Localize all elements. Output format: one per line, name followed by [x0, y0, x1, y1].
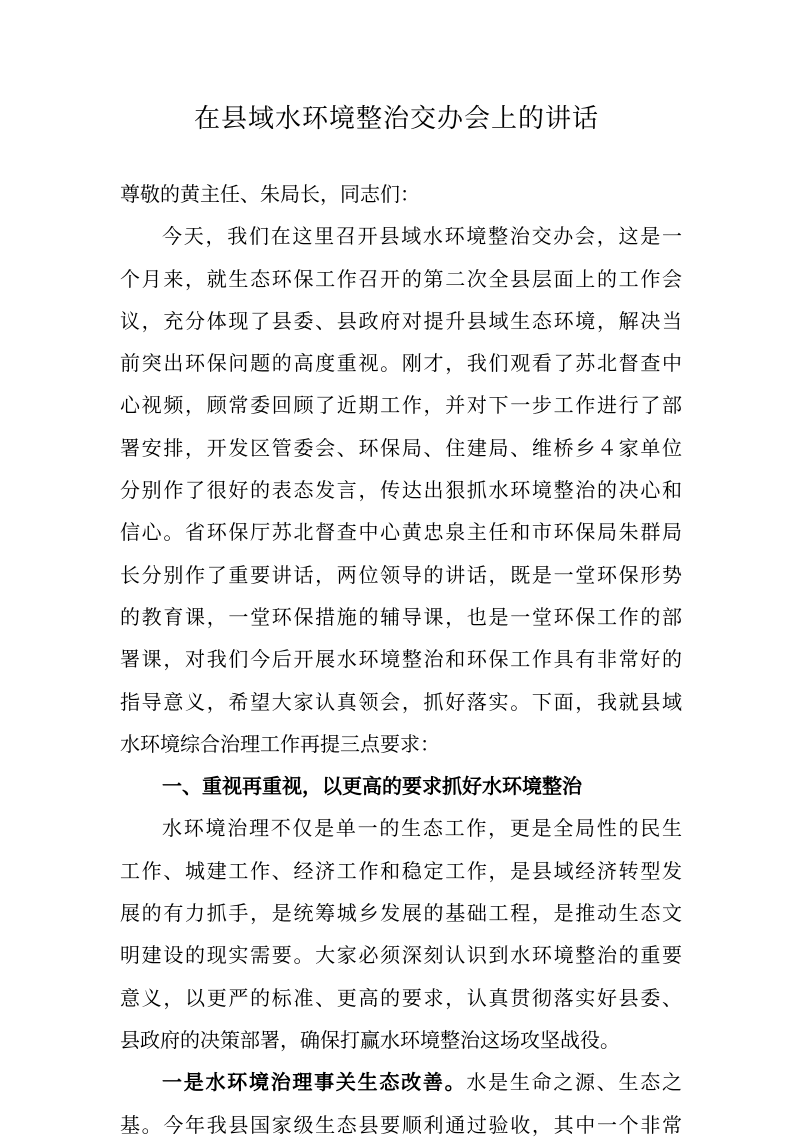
document-body: [120, 173, 682, 1146]
paragraph-line: 议，充分体现了县委、县政府对提升县域生态环境，解决当: [120, 308, 682, 333]
paragraph-line: 水环境综合治理工作再提三点要求：: [120, 731, 440, 756]
paragraph-line: 署安排，开发区管委会、环保局、住建局、维桥乡４家单位: [120, 435, 682, 460]
point-lead: 一是水环境治理事关生态改善。: [162, 1070, 467, 1095]
paragraph-line: 意义，以更严的标准、更高的要求，认真贯彻落实好县委、: [120, 985, 682, 1010]
document-title: 在县域水环境整治交办会上的讲话: [193, 104, 599, 134]
paragraph-line: 前突出环保问题的高度重视。刚才，我们观看了苏北督查中: [120, 351, 682, 376]
paragraph-line: 指导意义，希望大家认真领会，抓好落实。下面，我就县域: [120, 689, 682, 714]
paragraph-line: 长分别作了重要讲话，两位领导的讲话，既是一堂环保形势: [120, 562, 682, 587]
paragraph-line: 基。今年我县国家级生态县要顺利通过验收，其中一个非常: [120, 1112, 682, 1137]
paragraph-intro: [120, 215, 682, 765]
paragraph-line: [120, 1061, 682, 1103]
paragraph-line: 署课，对我们今后开展水环境整治和环保工作具有非常好的: [120, 647, 682, 672]
paragraph-line: 今天，我们在这里召开县域水环境整治交办会，这是一: [162, 224, 682, 249]
paragraph-line: 信心。省环保厅苏北督查中心黄忠泉主任和市环保局朱群局: [120, 520, 682, 545]
point-text: 水是生命之源、生态之: [466, 1070, 683, 1095]
paragraph-line: 个月来，就生态环保工作召开的第二次全县层面上的工作会: [120, 266, 682, 291]
paragraph-line: 心视频，顾常委回顾了近期工作，并对下一步工作进行了部: [120, 393, 682, 418]
paragraph-line: 展的有力抓手，是统筹城乡发展的基础工程，是推动生态文: [120, 901, 682, 926]
paragraph-section-1: [120, 807, 682, 1061]
paragraph-line: 工作、城建工作、经济工作和稳定工作，是县域经济转型发: [120, 858, 682, 883]
paragraph-point-1: [120, 1061, 682, 1146]
paragraph-line: 水环境治理不仅是单一的生态工作，更是全局性的民生: [162, 816, 682, 841]
paragraph-line: 县政府的决策部署，确保打赢水环境整治这场攻坚战役。: [120, 1027, 620, 1052]
paragraph-line: 明建设的现实需要。大家必须深刻认识到水环境整治的重要: [120, 943, 682, 968]
section-heading-1: 一、重视再重视，以更高的要求抓好水环境整治: [162, 774, 582, 799]
paragraph-line: 分别作了很好的表态发言，传达出狠抓水环境整治的决心和: [120, 478, 682, 503]
paragraph-line: 的教育课，一堂环保措施的辅导课，也是一堂环保工作的部: [120, 604, 682, 629]
salutation: 尊敬的黄主任、朱局长，同志们：: [120, 182, 420, 206]
